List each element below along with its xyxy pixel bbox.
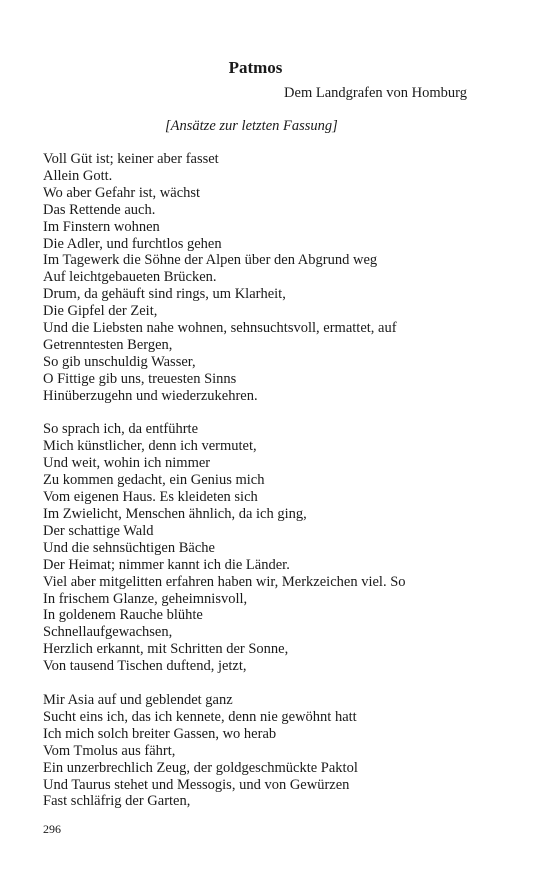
poem-line: Und weit, wohin ich nimmer <box>43 455 211 472</box>
poem-line: Die Adler, und furchtlos gehen <box>43 235 222 252</box>
editorial-note: [Ansätze zur letzten Fassung] <box>165 118 338 134</box>
dedication: Dem Landgrafen von Homburg <box>284 85 467 101</box>
poem-line: In goldenem Rauche blühte <box>43 607 203 624</box>
stanza <box>43 692 523 810</box>
poem-line: Viel aber mitgelitten erfahren haben wir, Merkzeichen viel. So <box>43 573 406 590</box>
poem-line: Der schattige Wald <box>43 522 154 539</box>
poem-line: Von tausend Tischen duftend, jetzt, <box>43 658 247 675</box>
poem-line: Der Heimat; nimmer kannt ich die Länder. <box>43 556 290 573</box>
poem-body <box>43 151 523 827</box>
poem-line: Und die sehnsüchtigen Bäche <box>43 539 215 556</box>
stanza <box>43 421 523 675</box>
poem-line: Und Taurus stehet und Messogis, und von Gewürzen <box>43 776 350 793</box>
poem-line: Zu kommen gedacht, ein Genius mich <box>43 472 265 489</box>
poem-line: Das Rettende auch. <box>43 201 156 218</box>
poem-line: Ein unzerbrechlich Zeug, der goldgeschmückte Paktol <box>43 759 358 776</box>
poem-line: Voll Güt ist; keiner aber fasset <box>43 151 219 167</box>
poem-line: Vom Tmolus aus fährt, <box>43 742 176 759</box>
stanza <box>43 151 523 405</box>
poem-line: Drum, da gehäuft sind rings, um Klarheit, <box>43 286 286 303</box>
poem-line: Im Finstern wohnen <box>43 218 160 235</box>
poem-line: Vom eigenen Haus. Es kleideten sich <box>43 489 258 506</box>
poem-line: Wo aber Gefahr ist, wächst <box>43 184 201 201</box>
poem-line: Mir Asia auf und geblendet ganz <box>43 691 233 708</box>
poem-line: Allein Gott. <box>43 167 113 184</box>
poem-line: So sprach ich, da entführte <box>43 421 199 438</box>
poem-line: Sucht eins ich, das ich kennete, denn nie gewöhnt hatt <box>43 708 357 725</box>
poem-line: Getrenntesten Bergen, <box>43 336 173 353</box>
poem-line: O Fittige gib uns, treuesten Sinns <box>43 370 237 387</box>
poem-line: So gib unschuldig Wasser, <box>43 353 196 370</box>
poem-line: Und die Liebsten nahe wohnen, sehnsuchtsvoll, ermattet, auf <box>43 320 397 337</box>
poem-line: Hinüberzugehn und wiederzukehren. <box>43 387 258 404</box>
poem-line: Im Zwielicht, Menschen ähnlich, da ich ging, <box>43 506 307 523</box>
poem-title: Patmos <box>228 58 283 77</box>
poem-line: Ich mich solch breiter Gassen, wo herab <box>43 725 277 742</box>
poem-line: Auf leichtgebaueten Brücken. <box>43 269 217 286</box>
poem-line: Mich künstlicher, denn ich vermutet, <box>43 438 257 455</box>
poem-line: Die Gipfel der Zeit, <box>43 303 158 320</box>
poem-line: Schnellaufgewachsen, <box>43 624 173 641</box>
poem-line: Im Tagewerk die Söhne der Alpen über den Abgrund weg <box>43 252 378 269</box>
poem-line: In frischem Glanze, geheimnisvoll, <box>43 590 248 607</box>
poem-line: Herzlich erkannt, mit Schritten der Sonne, <box>43 641 289 658</box>
page-number: 296 <box>43 822 61 836</box>
poem-line: Fast schläfrig der Garten, <box>43 793 191 810</box>
